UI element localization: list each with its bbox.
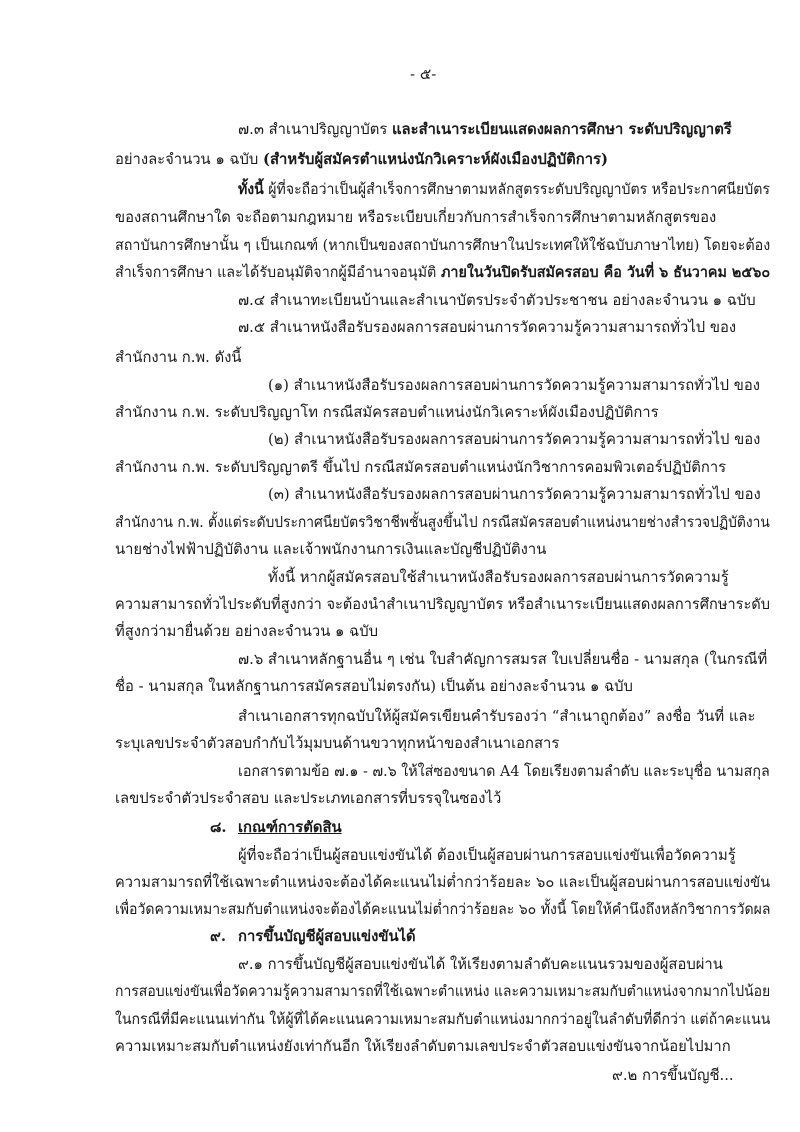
text-line: การสอบแข่งขันเพื่อวัดความรู้ความสามารถที่ใช้เฉพาะตำแหน่ง และความเหมาะสมกับตำแหน่งจากมากไปน้อย — [115, 983, 771, 1000]
text-line: ๗.๓ สำเนาปริญญาบัตร และสำเนาระเบียนแสดงผลการศึกษา ระดับปริญญาตรี — [238, 121, 732, 138]
text-line: ๗.๔ สำเนาทะเบียนบ้านและสำเนาบัตรประจำตัวประชาชน อย่างละจำนวน ๑ ฉบับ — [238, 292, 756, 309]
text-line: ทั้งนี้ ผู้ที่จะถือว่าเป็นผู้สำเร็จการศึกษาตามหลักสูตรระดับปริญญาบัตร หรือประกาศนียบัตร — [238, 181, 770, 198]
text-line: ความสามารถที่ใช้เฉพาะตำแหน่งจะต้องได้คะแนนไม่ต่ำกว่าร้อยละ ๖๐ และเป็นผู้สอบผ่านการสอบแข่งขัน — [115, 874, 771, 891]
text-line: สำนักงาน ก.พ. ดังนี้ — [115, 349, 242, 366]
text-line: ของสถานศึกษาใด จะถือตามกฎหมาย หรือระเบียบเกี่ยวกับการสำเร็จการศึกษาตามหลักสูตรของ — [115, 209, 717, 226]
text-line: นายช่างไฟฟ้าปฏิบัติงาน และเจ้าพนักงานการเงินและบัญชีปฏิบัติงาน — [115, 541, 547, 558]
page-number: - ๕- — [410, 65, 437, 83]
text-line: ระบุเลขประจำตัวสอบกำกับไว้มุมบนด้านขวาทุกหน้าของสำเนาเอกสาร — [115, 735, 560, 752]
text-line: ความสามารถทั่วไประดับที่สูงกว่า จะต้องนำสำเนาปริญญาบัตร หรือสำเนาระเบียนแสดงผลการศึกษาระดับ — [115, 596, 771, 613]
text-line: ผู้ที่จะถือว่าเป็นผู้สอบแข่งขันได้ ต้องเป็นผู้สอบผ่านการสอบแข่งขันเพื่อวัดความรู้ — [238, 847, 736, 864]
text-line: ๗.๕ สำเนาหนังสือรับรองผลการสอบผ่านการวัดความรู้ความสามารถทั่วไป ของ — [238, 319, 737, 336]
text-line: สำนักงาน ก.พ. ระดับปริญญาตรี ขึ้นไป กรณีสมัครสอบตำแหน่งนักวิชาการคอมพิวเตอร์ปฏิบัติการ — [115, 459, 727, 476]
text-line: ที่สูงกว่ามายื่นด้วย อย่างละจำนวน ๑ ฉบับ — [115, 623, 379, 640]
text-line: ชื่อ - นามสกุล ในหลักฐานการสมัครสอบไม่ตรงกัน) เป็นต้น อย่างละจำนวน ๑ ฉบับ — [115, 678, 633, 695]
text-line: เอกสารตามข้อ ๗.๑ - ๗.๖ ให้ใส่ซองขนาด A4 โดยเรียงตามลำดับ และระบุชื่อ นามสกุล — [238, 763, 770, 780]
text-line: เลขประจำตัวประจำสอบ และประเภทเอกสารที่บรรจุในซองไว้ — [115, 790, 502, 807]
section-number: ๙. — [210, 928, 226, 945]
text-line: ๙.๑ การขึ้นบัญชีผู้สอบแข่งขันได้ ให้เรียงตามลำดับคะแนนรวมของผู้สอบผ่าน — [238, 956, 723, 973]
text-line: ๗.๖ สำเนาหลักฐานอื่น ๆ เช่น ใบสำคัญการสมรส ใบเปลี่ยนชื่อ - นามสกุล (ในกรณีที่ — [238, 651, 768, 668]
section-heading: เกณฑ์การตัดสิน — [238, 819, 342, 836]
text-line: อย่างละจำนวน ๑ ฉบับ (สำหรับผู้สมัครตำแหน่งนักวิเคราะห์ผังเมืองปฏิบัติการ) — [115, 151, 608, 168]
text-line: (๑) สำเนาหนังสือรับรองผลการสอบผ่านการวัดความรู้ความสามารถทั่วไป ของ — [268, 377, 760, 394]
text-line: สถาบันการศึกษานั้น ๆ เป็นเกณฑ์ (หากเป็นของสถาบันการศึกษาในประเทศให้ใช้ฉบับภาษาไทย) โดยจะต้อง — [115, 237, 771, 254]
continuation-note: ๙.๒ การขึ้นบัญชี... — [612, 1067, 734, 1084]
text-line: ความเหมาะสมกับตำแหน่งยังเท่ากันอีก ให้เรียงลำดับตามเลขประจำตัวสอบแข่งขันจากน้อยไปมาก — [115, 1038, 731, 1055]
text-line: เพื่อวัดความเหมาะสมกับตำแหน่งจะต้องได้คะแนนไม่ต่ำกว่าร้อยละ ๖๐ ทั้งนี้ โดยให้คำนึงถึงหลักวิชาการวัดผล — [115, 901, 771, 918]
section-number: ๘. — [210, 819, 227, 836]
text-line: (๓) สำเนาหนังสือรับรองผลการสอบผ่านการวัดความรู้ความสามารถทั่วไป ของ — [268, 486, 761, 503]
text-line: ทั้งนี้ หากผู้สมัครสอบใช้สำเนาหนังสือรับรองผลการสอบผ่านการวัดความรู้ — [268, 569, 729, 586]
text-line: สำนักงาน ก.พ. ระดับปริญญาโท กรณีสมัครสอบตำแหน่งนักวิเคราะห์ผังเมืองปฏิบัติการ — [115, 404, 659, 421]
text-line: สำนักงาน ก.พ. ตั้งแต่ระดับประกาศนียบัตรวิชาชีพชั้นสูงขึ้นไป กรณีสมัครสอบตำแหน่งนายช่างสำรวจปฏิบัติงาน — [115, 514, 770, 531]
section-heading: การขึ้นบัญชีผู้สอบแข่งขันได้ — [238, 928, 416, 945]
text-line: สำเร็จการศึกษา และได้รับอนุมัติจากผู้มีอำนาจอนุมัติ ภายในวันปิดรับสมัครสอบ คือ วันที่ ๖ ธันวาคม ๒๕๖๐ — [115, 264, 771, 281]
text-line: (๒) สำเนาหนังสือรับรองผลการสอบผ่านการวัดความรู้ความสามารถทั่วไป ของ — [268, 431, 761, 448]
text-line: สำเนาเอกสารทุกฉบับให้ผู้สมัครเขียนคำรับรองว่า “สำเนาถูกต้อง” ลงชื่อ วันที่ และ — [238, 708, 756, 725]
text-line: ในกรณีที่มีคะแนนเท่ากัน ให้ผู้ที่ได้คะแนนความเหมาะสมกับตำแหน่งมากกว่าอยู่ในลำดับที่ดีกว่า แต่ถ้าคะแนน — [115, 1011, 771, 1028]
